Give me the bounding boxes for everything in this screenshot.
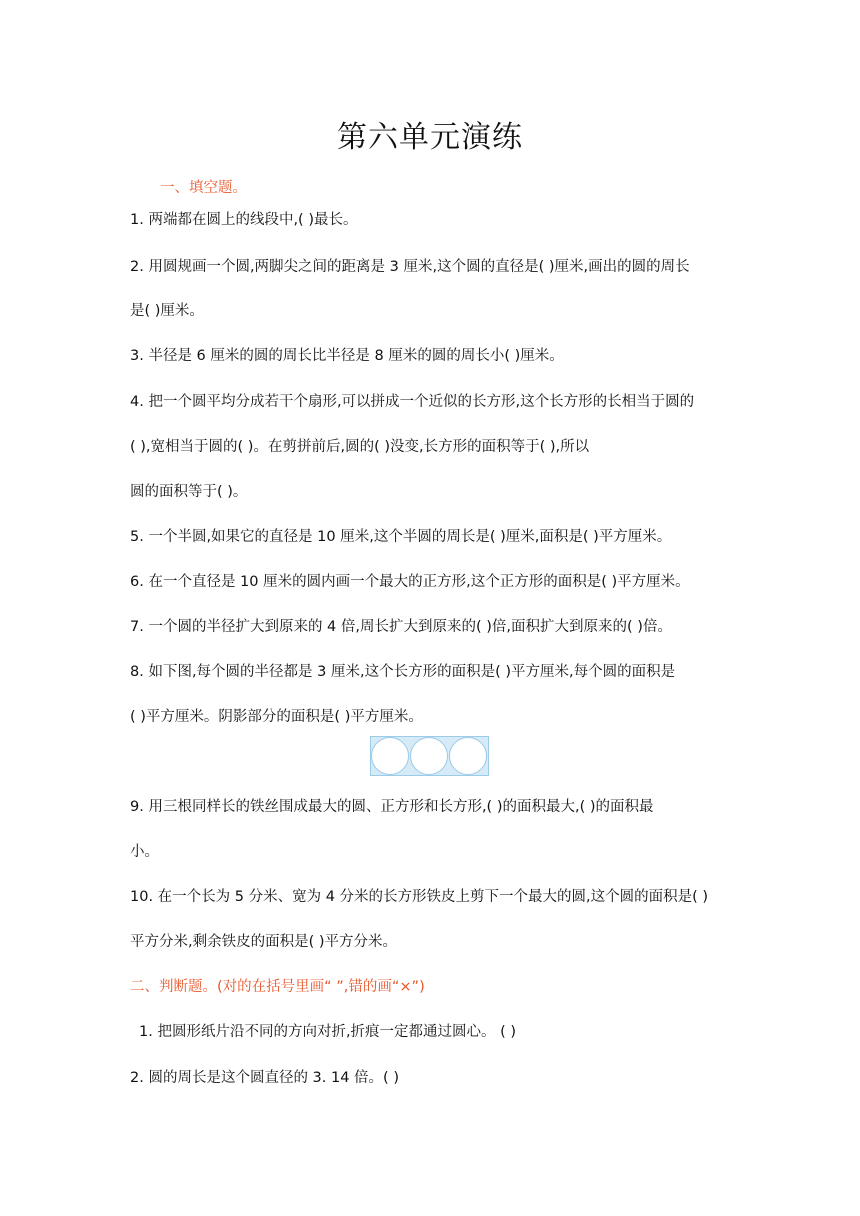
section-heading-fill-blank: 一、填空题。 <box>160 180 247 196</box>
question-line: 6. 在一个直径是 10 厘米的圆内画一个最大的正方形,这个正方形的面积是( )平方厘米。 <box>130 574 690 590</box>
circle-shape <box>371 737 409 775</box>
question-line: 2. 用圆规画一个圆,两脚尖之间的距离是 3 厘米,这个圆的直径是( )厘米,画出的圆的周长 <box>130 259 690 275</box>
question-line: 1. 两端都在圆上的线段中,( )最长。 <box>130 212 358 228</box>
question-line: 平方分米,剩余铁皮的面积是( )平方分米。 <box>130 934 398 950</box>
page-title: 第六单元演练 <box>337 120 523 155</box>
circle-shape <box>410 737 448 775</box>
question-line: ( )平方厘米。阴影部分的面积是( )平方厘米。 <box>130 709 423 725</box>
section-heading-true-false: 二、判断题。(对的在括号里画“ ”,错的画“×”) <box>130 979 425 995</box>
question-line: 1. 把圆形纸片沿不同的方向对折,折痕一定都通过圆心。 ( ) <box>139 1024 517 1040</box>
three-circles-in-rectangle-figure <box>370 736 489 776</box>
circle-shape <box>449 737 487 775</box>
question-line: 5. 一个半圆,如果它的直径是 10 厘米,这个半圆的周长是( )厘米,面积是( )平方厘米。 <box>130 529 672 545</box>
question-line: 10. 在一个长为 5 分米、宽为 4 分米的长方形铁皮上剪下一个最大的圆,这个圆的面积是( ) <box>130 889 709 905</box>
question-line: 3. 半径是 6 厘米的圆的周长比半径是 8 厘米的圆的周长小( )厘米。 <box>130 348 564 364</box>
question-line: 7. 一个圆的半径扩大到原来的 4 倍,周长扩大到原来的( )倍,面积扩大到原来的( )倍。 <box>130 619 672 635</box>
question-line: 2. 圆的周长是这个圆直径的 3. 14 倍。( ) <box>130 1070 399 1086</box>
question-line: 圆的面积等于( )。 <box>130 484 248 500</box>
question-line: 是( )厘米。 <box>130 303 204 319</box>
question-line: 小。 <box>130 844 159 860</box>
question-line: 9. 用三根同样长的铁丝围成最大的圆、正方形和长方形,( )的面积最大,( )的面积最 <box>130 799 654 815</box>
question-line: ( ),宽相当于圆的( )。在剪拼前后,圆的( )没变,长方形的面积等于( ),所以 <box>130 439 590 455</box>
question-line: 4. 把一个圆平均分成若干个扇形,可以拼成一个近似的长方形,这个长方形的长相当于圆的 <box>130 394 695 410</box>
question-line: 8. 如下图,每个圆的半径都是 3 厘米,这个长方形的面积是( )平方厘米,每个圆的面积是 <box>130 664 676 680</box>
